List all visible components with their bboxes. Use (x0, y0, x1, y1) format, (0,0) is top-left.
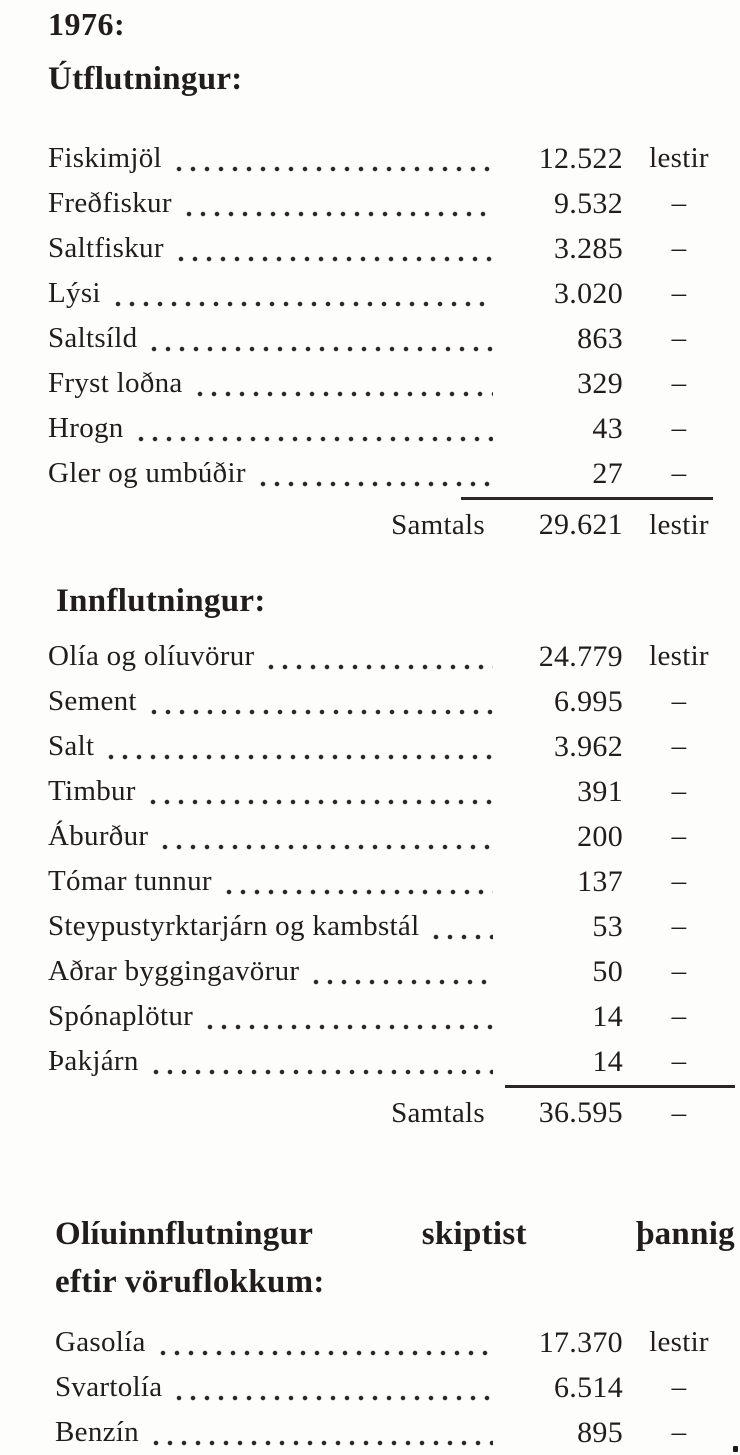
table-row (48, 136, 735, 181)
row-value: 137 (577, 865, 623, 898)
row-value: 12.522 (538, 142, 623, 175)
dot-leader (313, 979, 493, 985)
row-unit: – (671, 955, 687, 987)
total-value: 36.595 (538, 1096, 623, 1129)
row-label: Steypustyrktarjárn og kambstál (48, 910, 420, 942)
total-label: Samtals (391, 1097, 485, 1129)
row-unit: – (671, 457, 687, 489)
table-row (48, 859, 735, 904)
row-label: Fiskimjöl (48, 142, 162, 174)
row-value: 50 (592, 955, 623, 988)
dot-leader (197, 391, 493, 397)
row-label: Olía og olíuvörur (48, 640, 255, 672)
table-row (55, 1365, 735, 1410)
dot-leader (153, 1440, 493, 1446)
row-label: Áburður (48, 820, 149, 852)
table-row (48, 181, 735, 226)
table-row (48, 949, 735, 994)
row-unit: – (671, 232, 687, 264)
row-unit: – (671, 1416, 687, 1448)
table-row (48, 814, 735, 859)
table-row (48, 994, 735, 1039)
dot-leader (138, 436, 493, 442)
dot-leader (176, 166, 493, 172)
section-title-exports: Útflutningur: (48, 61, 243, 97)
row-value: 863 (577, 322, 623, 355)
row-value: 17.370 (538, 1326, 623, 1359)
row-label: Sement (48, 685, 137, 717)
row-unit: lestir (649, 1326, 709, 1358)
heading-line: Olíuinnflutningur skiptist þannig (55, 1216, 735, 1252)
oil-imports-table (48, 1320, 735, 1455)
row-label: Hrogn (48, 412, 124, 444)
row-unit: – (671, 820, 687, 852)
row-label: Salt (48, 730, 95, 762)
dot-leader (162, 844, 493, 850)
year-heading: 1976: (48, 6, 126, 42)
row-value: 6.995 (554, 685, 623, 718)
row-unit: – (671, 865, 687, 897)
row-value: 391 (577, 775, 623, 808)
row-unit: – (671, 730, 687, 762)
row-unit: – (671, 1371, 687, 1403)
row-label: Freðfiskur (48, 187, 172, 219)
dot-leader (153, 1069, 493, 1075)
imports-total-row (48, 1088, 735, 1138)
row-unit: – (671, 1000, 687, 1032)
table-row (48, 316, 735, 361)
row-label: Saltfiskur (48, 232, 164, 264)
dot-leader (178, 256, 493, 262)
row-unit: – (671, 187, 687, 219)
total-value: 29.621 (538, 508, 623, 541)
table-row (48, 724, 735, 769)
row-unit: – (671, 322, 687, 354)
row-unit: – (671, 1045, 687, 1077)
row-label: Tómar tunnur (48, 865, 212, 897)
row-label: Gler og umbúðir (48, 457, 246, 489)
scan-artifact-dot (733, 1446, 738, 1452)
exports-table (48, 136, 735, 496)
dot-leader (151, 346, 493, 352)
row-value: 895 (577, 1416, 623, 1449)
exports-total-row (48, 500, 735, 550)
row-value: 27 (592, 457, 623, 490)
heading-line: eftir vöruflokkum: (55, 1264, 325, 1300)
table-row (48, 769, 735, 814)
dot-leader (433, 934, 493, 940)
total-label: Samtals (391, 509, 485, 541)
row-value: 9.532 (554, 187, 623, 220)
row-label: Lýsi (48, 277, 101, 309)
row-value: 53 (592, 910, 623, 943)
row-unit: – (671, 412, 687, 444)
row-label: Spónaplötur (48, 1000, 194, 1032)
dot-leader (108, 754, 493, 760)
imports-table (48, 634, 735, 1084)
section-title-oil-imports (48, 1210, 735, 1306)
dot-leader (207, 1024, 493, 1030)
row-label: Gasolía (55, 1326, 146, 1358)
table-row (55, 1410, 735, 1455)
row-label: Svartolía (55, 1371, 163, 1403)
total-unit: – (671, 1097, 687, 1129)
row-label: Fryst loðna (48, 367, 183, 399)
row-unit: – (671, 775, 687, 807)
row-value: 200 (577, 820, 623, 853)
row-label: Þakjárn (48, 1045, 139, 1077)
dot-leader (260, 481, 493, 487)
dot-leader (151, 709, 493, 715)
row-value: 3.962 (554, 730, 623, 763)
row-value: 329 (577, 367, 623, 400)
row-label: Benzín (55, 1416, 139, 1448)
table-row (48, 634, 735, 679)
dot-leader (186, 211, 493, 217)
table-row (48, 451, 735, 496)
row-value: 3.285 (554, 232, 623, 265)
table-row (48, 1039, 735, 1084)
row-value: 24.779 (538, 640, 623, 673)
row-label: Saltsíld (48, 322, 138, 354)
row-value: 6.514 (554, 1371, 623, 1404)
table-row (48, 904, 735, 949)
table-row (55, 1320, 735, 1365)
dot-leader (268, 664, 493, 670)
dot-leader (226, 889, 493, 895)
table-row (48, 226, 735, 271)
row-unit: lestir (649, 640, 709, 672)
row-label: Timbur (48, 775, 136, 807)
row-label: Aðrar byggingavörur (48, 955, 300, 987)
row-unit: – (671, 277, 687, 309)
row-value: 14 (592, 1045, 623, 1078)
row-unit: – (671, 367, 687, 399)
dot-leader (150, 799, 493, 805)
table-row (48, 271, 735, 316)
row-value: 43 (592, 412, 623, 445)
table-row (48, 679, 735, 724)
row-value: 3.020 (554, 277, 623, 310)
row-unit: – (671, 685, 687, 717)
dot-leader (176, 1395, 493, 1401)
row-value: 14 (592, 1000, 623, 1033)
table-row (48, 361, 735, 406)
section-title-imports: Innflutningur: (56, 583, 266, 619)
dot-leader (115, 301, 493, 307)
total-unit: lestir (649, 509, 709, 541)
table-row (48, 406, 735, 451)
row-unit: – (671, 910, 687, 942)
dot-leader (160, 1350, 493, 1356)
row-unit: lestir (649, 142, 709, 174)
